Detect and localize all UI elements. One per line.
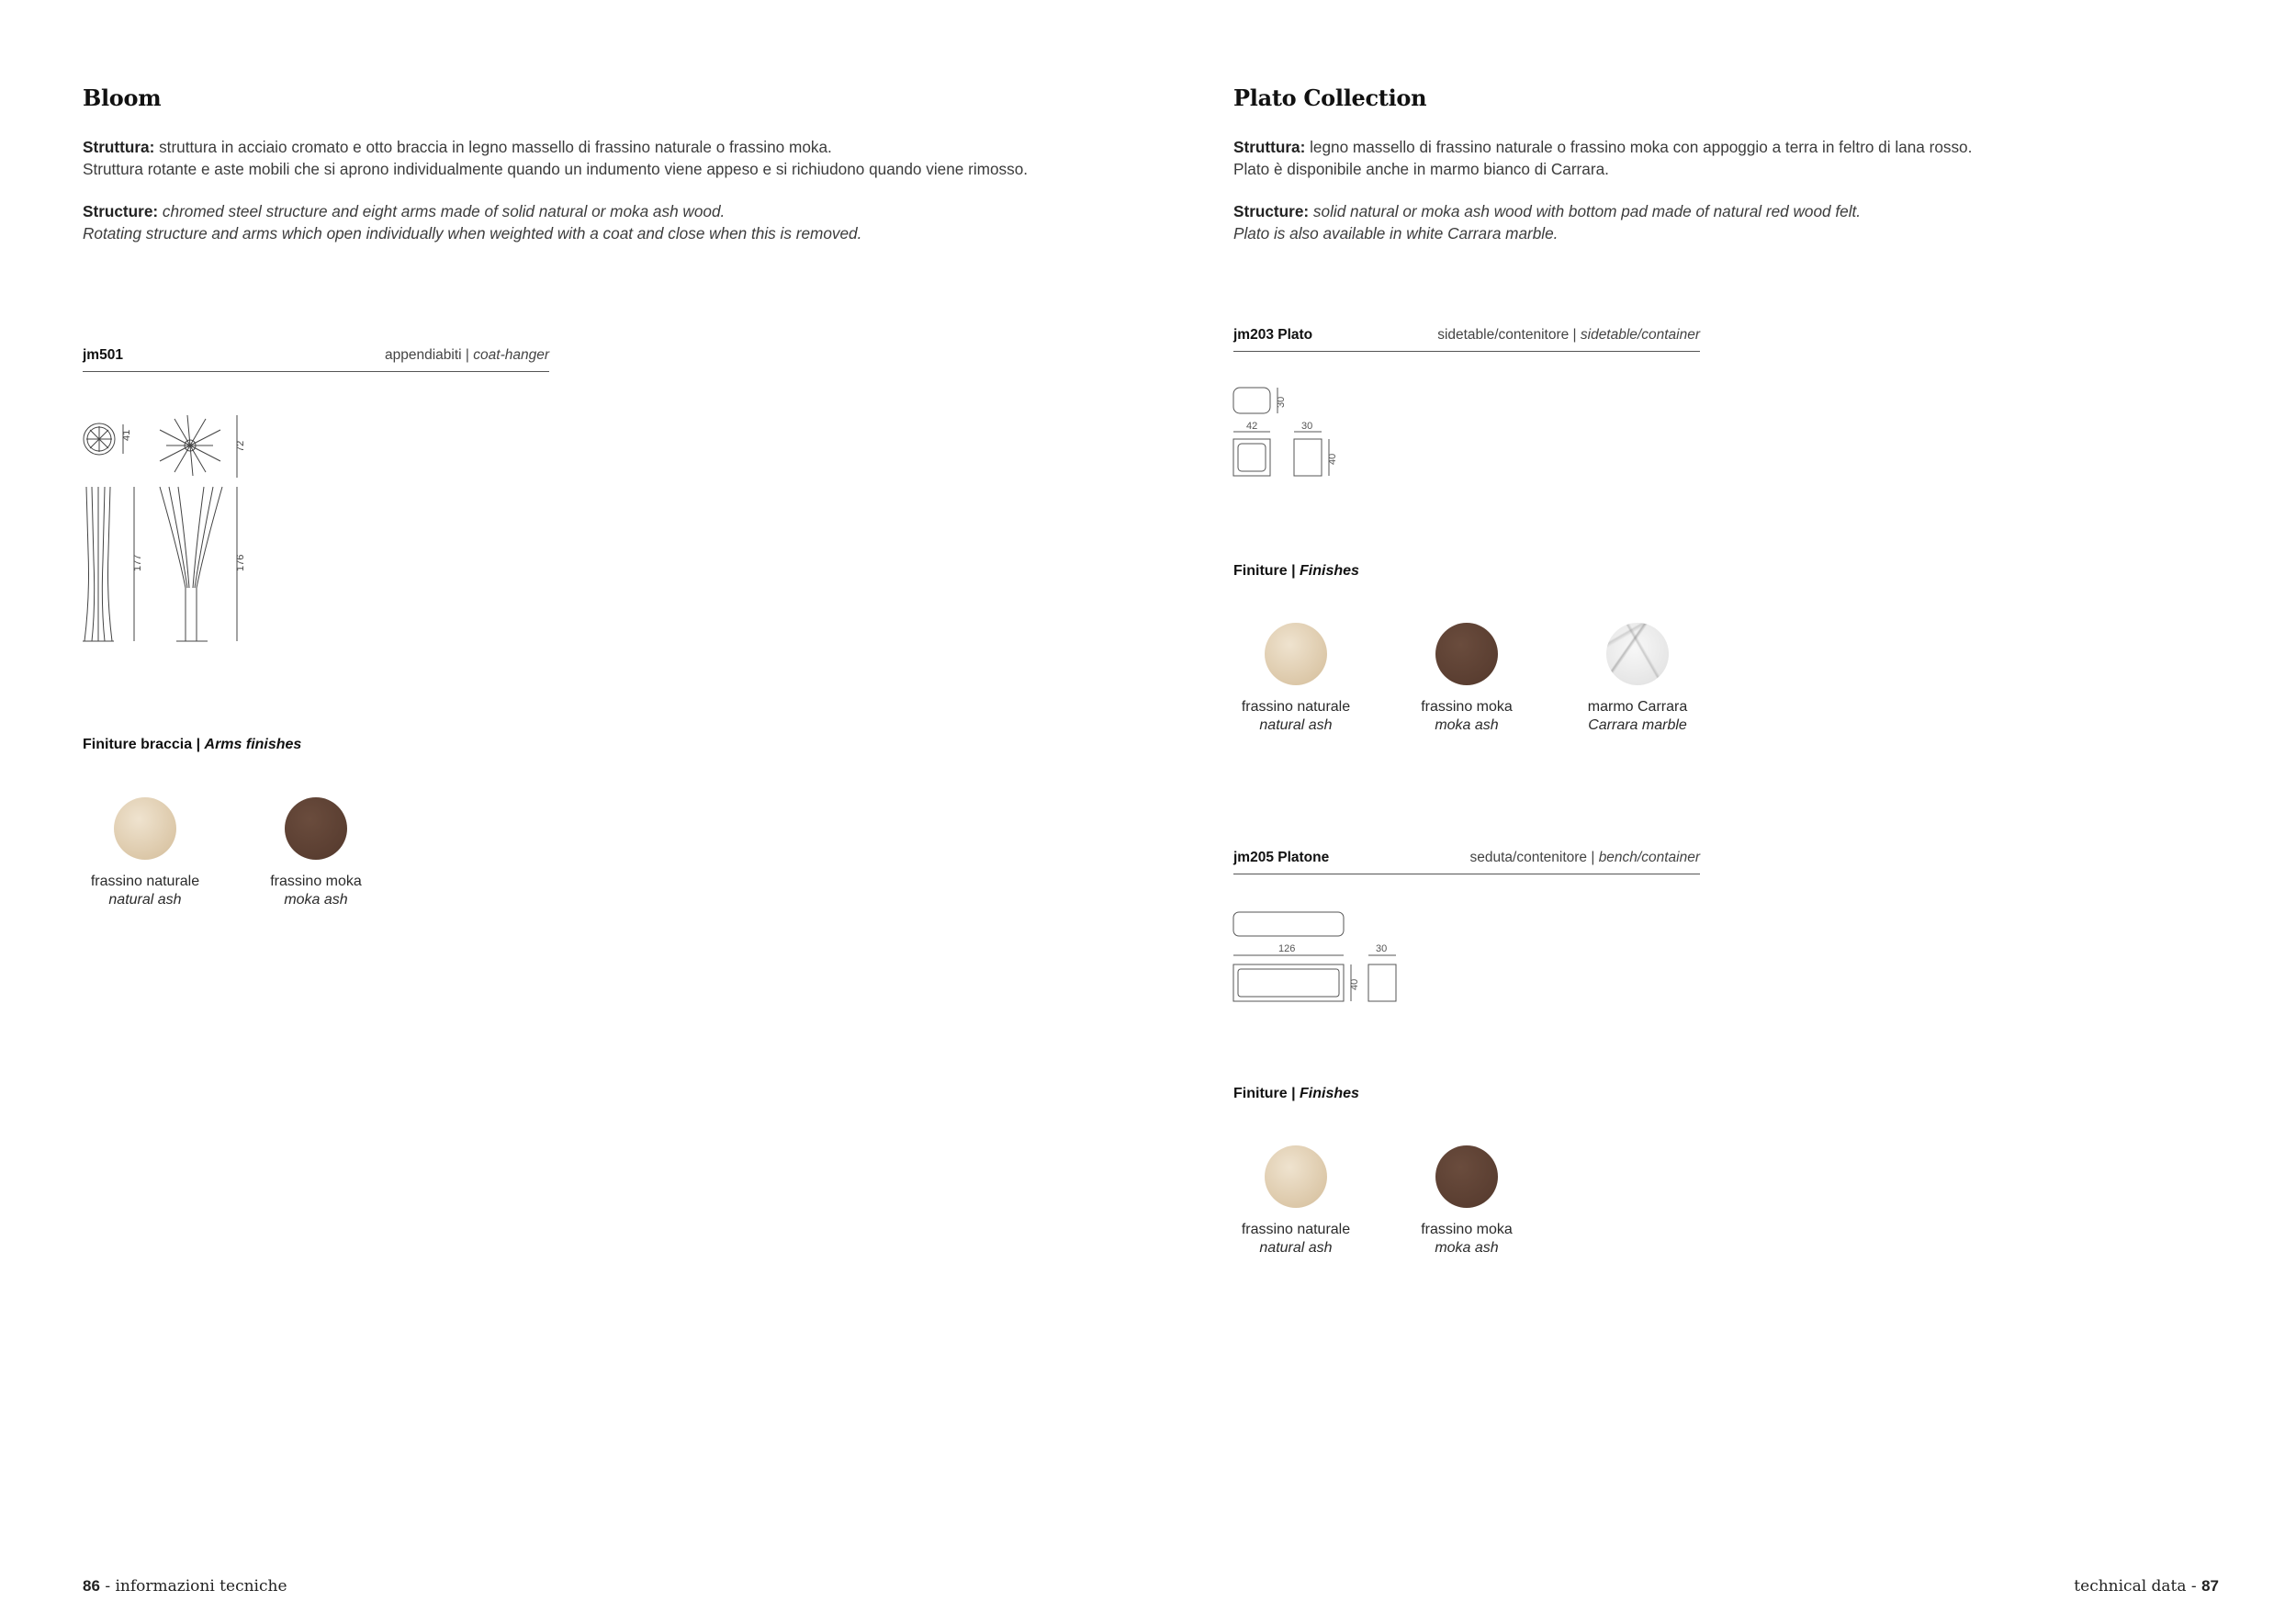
bloom-structure-text	[83, 200, 861, 244]
plato-structure-text: Structure: solid natural or moka ash wood with bottom pad made of natural red wood felt. Plato is also available in white Carrara marble.	[1233, 202, 1862, 242]
plato-title: Plato Collection	[1233, 85, 1427, 111]
top-view-open	[160, 415, 220, 476]
platone-technical-drawing	[1231, 909, 1405, 1007]
swatch-natural-ash	[1265, 1145, 1327, 1208]
arms-finishes-heading: Finiture braccia | Arms finishes	[83, 737, 302, 752]
finishes-heading-platone: Finiture | Finishes	[1233, 1086, 1359, 1101]
dim-width: 42	[1246, 421, 1258, 432]
dim-top-closed: 41	[121, 429, 132, 441]
product-header-jm501	[83, 347, 549, 372]
swatch-moka-ash	[285, 797, 347, 860]
swatch-carrara-marble	[1606, 623, 1669, 685]
side-view-closed	[83, 487, 114, 641]
bloom-title: Bloom	[83, 85, 162, 111]
swatch-label-moka-ash: frassino moka moka ash	[270, 874, 362, 908]
side-view-open	[160, 487, 222, 641]
dim-top-open: 72	[235, 440, 246, 452]
dim-height-closed: 177	[132, 554, 143, 571]
swatch-label-carrara-marble: marmo Carrara Carrara marble	[1587, 699, 1688, 733]
product-code: jm205 Platone	[1233, 850, 1330, 865]
swatch-moka-ash	[1435, 1145, 1498, 1208]
product-category: sidetable/contenitore | sidetable/container	[1437, 327, 1700, 343]
dim-height: 40	[1327, 453, 1338, 465]
swatch-natural-ash	[1265, 623, 1327, 685]
plato-technical-drawing	[1231, 384, 1341, 485]
finishes-heading-plato: Finiture | Finishes	[1233, 563, 1359, 579]
struttura-label: Struttura:	[83, 138, 155, 156]
bloom-struttura-text	[83, 136, 1028, 180]
dim-height-open: 176	[235, 554, 246, 571]
top-view-closed	[84, 423, 115, 455]
footer-right: technical data - 87	[2074, 1577, 2219, 1596]
swatch-label-moka-ash: frassino moka moka ash	[1421, 699, 1513, 733]
swatch-moka-ash	[1435, 623, 1498, 685]
structure-line2: Rotating structure and arms which open individually when weighted with a coat and close when this is removed.	[83, 224, 862, 242]
product-category: seduta/contenitore | bench/container	[1469, 850, 1700, 865]
dim-height: 40	[1349, 978, 1360, 990]
swatch-natural-ash	[114, 797, 176, 860]
struttura-line1: struttura in acciaio cromato e otto braccia in legno massello di frassino naturale o frassino moka.	[154, 138, 832, 156]
dim-depth: 30	[1376, 943, 1388, 954]
product-code: jm203 Plato	[1233, 327, 1313, 343]
product-code: jm501	[83, 347, 123, 363]
product-header-jm203	[1233, 327, 1700, 352]
structure-line1: chromed steel structure and eight arms made of solid natural or moka ash wood.	[158, 202, 726, 220]
product-header-jm205	[1233, 850, 1700, 874]
swatch-label-natural-ash: frassino naturale natural ash	[90, 874, 200, 908]
bloom-technical-drawing	[79, 404, 263, 652]
swatch-label-moka-ash: frassino moka moka ash	[1421, 1222, 1513, 1256]
dim-width: 126	[1278, 943, 1296, 954]
swatch-label-natural-ash: frassino naturale natural ash	[1241, 699, 1351, 733]
swatch-label-natural-ash: frassino naturale natural ash	[1241, 1222, 1351, 1256]
plato-struttura-text: Struttura: legno massello di frassino naturale o frassino moka con appoggio a terra in feltro di lana rosso. Plato è disponibile anche in marmo bianco di Carrara.	[1233, 138, 1973, 178]
product-category: appendiabiti | coat-hanger	[385, 347, 549, 363]
dim-depth: 30	[1301, 421, 1313, 432]
struttura-line2: Struttura rotante e aste mobili che si aprono individualmente quando un indumento viene appeso e si richiudono quando viene rimosso.	[83, 160, 1029, 178]
dim-depth-top: 30	[1276, 396, 1287, 408]
footer-left: 86 - informazioni tecniche	[83, 1577, 287, 1596]
structure-label: Structure:	[83, 202, 159, 220]
